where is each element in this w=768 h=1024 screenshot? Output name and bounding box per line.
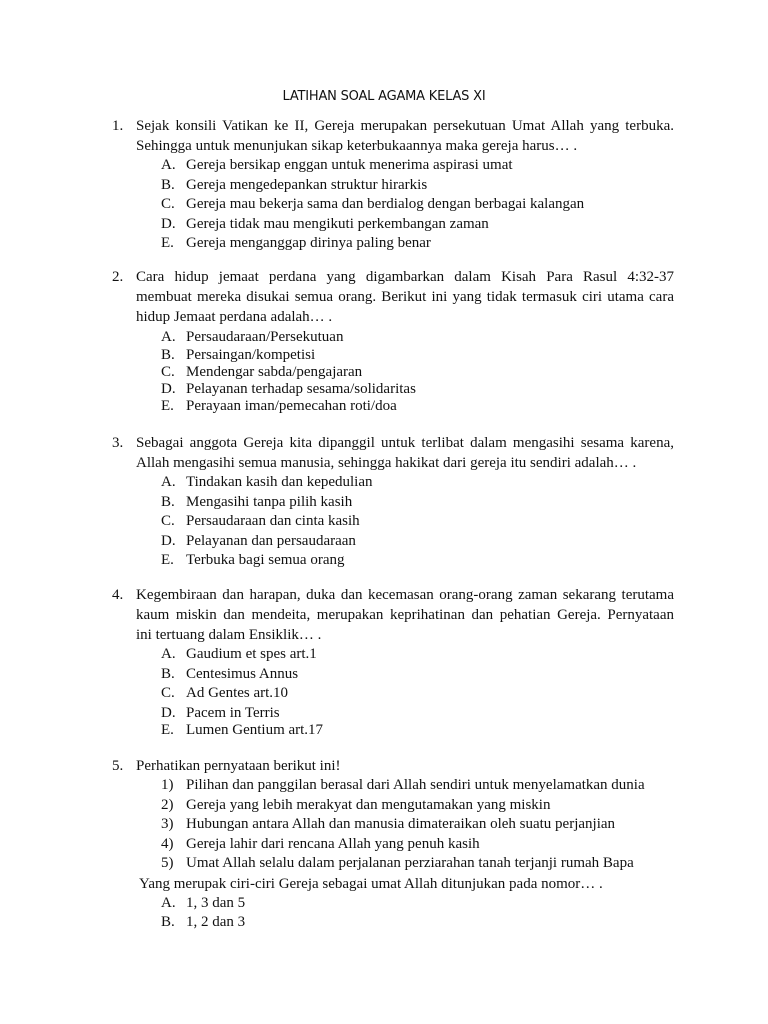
option-letter: B. <box>161 665 175 682</box>
option-b[interactable] <box>161 176 674 196</box>
option-letter: B. <box>161 176 175 193</box>
option-b[interactable] <box>161 347 674 364</box>
option-e[interactable] <box>161 398 674 415</box>
option-text: Persaingan/kompetisi <box>186 347 316 363</box>
question-text-line: ini tertuang dalam Ensiklik… . <box>136 627 322 643</box>
option-letter: D. <box>161 704 176 721</box>
question-text <box>136 433 674 473</box>
option-letter: A. <box>161 474 176 490</box>
option-a[interactable] <box>161 894 674 914</box>
statement-5 <box>161 854 674 874</box>
option-d[interactable] <box>161 705 674 722</box>
statement-text: Gereja lahir dari rencana Allah yang penuh kasih <box>186 835 480 852</box>
statement-number: 3) <box>161 816 174 832</box>
statement-number: 2) <box>161 796 174 813</box>
question-4 <box>112 585 674 739</box>
answer-options <box>161 473 674 571</box>
answer-options <box>161 894 674 933</box>
option-letter: D. <box>161 381 176 397</box>
option-b[interactable] <box>161 493 674 513</box>
question-text-line: Allah mengasihi semua manusia, sehingga hakikat dari gereja itu sendiri adalah… . <box>136 455 637 471</box>
option-letter: A. <box>161 329 176 345</box>
option-letter: E. <box>161 552 174 568</box>
question-text-line: Kegembiraan dan harapan, duka dan kecemasan orang-orang zaman sekarang terutama <box>136 587 674 603</box>
option-text: 1, 3 dan 5 <box>186 894 246 911</box>
question-text-line: Sehingga untuk menunjukan sikap keterbukaannya maka gereja harus… . <box>136 138 578 154</box>
option-text: Ad Gentes art.10 <box>186 685 289 701</box>
option-text: Gaudium et spes art.1 <box>186 646 317 662</box>
statement-4 <box>161 835 674 855</box>
option-text: Persaudaraan dan cinta kasih <box>186 513 360 529</box>
question-number: 3. <box>112 435 124 451</box>
option-letter: B. <box>161 914 175 930</box>
option-text: Gereja bersikap enggan untuk menerima aspirasi umat <box>186 157 513 173</box>
question-number: 4. <box>112 587 124 603</box>
option-letter: C. <box>161 364 175 380</box>
question-number: 5. <box>112 758 124 774</box>
answer-options <box>161 156 674 254</box>
question-text-line: kaum miskin dan mendeita, merupakan keprihatinan dan pehatian Gereja. Pernyataan <box>136 607 674 623</box>
option-c[interactable] <box>161 195 674 215</box>
option-letter: D. <box>161 532 176 549</box>
option-d[interactable] <box>161 532 674 552</box>
option-letter: E. <box>161 235 174 251</box>
option-text: Lumen Gentium art.17 <box>186 721 324 738</box>
question-number: 1. <box>112 118 124 134</box>
statement-number: 1) <box>161 777 174 793</box>
option-e[interactable] <box>161 722 674 739</box>
statement-number: 4) <box>161 835 174 852</box>
answer-options <box>161 328 674 415</box>
option-letter: B. <box>161 493 175 510</box>
option-letter: A. <box>161 157 176 173</box>
page-title: LATIHAN SOAL AGAMA KELAS XI <box>282 89 486 104</box>
question-text-line: hidup Jemaat perdana adalah… . <box>136 309 333 325</box>
question-1 <box>112 116 674 254</box>
question-text-line: Sebagai anggota Gereja kita dipanggil untuk terlibat dalam mengasihi sesama karena, <box>136 435 674 451</box>
option-a[interactable] <box>161 645 674 665</box>
option-a[interactable] <box>161 473 674 493</box>
option-a[interactable] <box>161 156 674 176</box>
option-text: Mendengar sabda/pengajaran <box>186 364 363 380</box>
option-text: Perayaan iman/pemecahan roti/doa <box>186 398 397 414</box>
question-text-line: Sejak konsili Vatikan ke II, Gereja merupakan persekutuan Umat Allah yang terbuka. <box>136 118 674 134</box>
option-b[interactable] <box>161 913 674 933</box>
option-c[interactable] <box>161 364 674 381</box>
question-text-line: Cara hidup jemaat perdana yang digambarkan dalam Kisah Para Rasul 4:32-37 <box>136 269 674 285</box>
option-letter: A. <box>161 894 176 911</box>
question-2 <box>112 267 674 415</box>
option-e[interactable] <box>161 234 674 254</box>
question-text <box>136 756 674 776</box>
option-text: Terbuka bagi semua orang <box>186 552 345 568</box>
option-text: Gereja menganggap dirinya paling benar <box>186 235 431 251</box>
statement-text: Pilihan dan panggilan berasal dari Allah sendiri untuk menyelamatkan dunia <box>186 777 645 793</box>
option-b[interactable] <box>161 665 674 685</box>
option-c[interactable] <box>161 512 674 532</box>
option-c[interactable] <box>161 684 674 704</box>
statement-2 <box>161 796 674 816</box>
option-letter: E. <box>161 721 174 738</box>
question-number: 2. <box>112 269 124 285</box>
statement-text: Umat Allah selalu dalam perjalanan perziarahan tanah terjanji rumah Bapa <box>186 855 634 871</box>
question-text <box>136 116 674 156</box>
statement-3 <box>161 815 674 835</box>
option-text: Pelayanan terhadap sesama/solidaritas <box>186 381 416 397</box>
option-letter: C. <box>161 685 175 701</box>
option-letter: E. <box>161 398 174 414</box>
question-text <box>136 585 674 645</box>
statement-list <box>161 776 674 874</box>
option-letter: B. <box>161 347 175 363</box>
statement-1 <box>161 776 674 796</box>
option-text: Centesimus Annus <box>186 665 299 682</box>
statement-text: Gereja yang lebih merakyat dan mengutamakan yang miskin <box>186 796 551 813</box>
option-text: Persaudaraan/Persekutuan <box>186 329 344 345</box>
option-text: Mengasihi tanpa pilih kasih <box>186 493 353 510</box>
question-stem: Yang merupak ciri-ciri Gereja sebagai umat Allah ditunjukan pada nomor… . <box>139 875 603 892</box>
question-3 <box>112 433 674 571</box>
option-letter: A. <box>161 646 176 662</box>
option-text: Gereja mau bekerja sama dan berdialog dengan berbagai kalangan <box>186 196 585 212</box>
option-a[interactable] <box>161 328 674 347</box>
option-d[interactable] <box>161 215 674 235</box>
statement-number: 5) <box>161 855 174 871</box>
option-text: Pelayanan dan persaudaraan <box>186 532 356 549</box>
option-d[interactable] <box>161 381 674 398</box>
question-text <box>136 267 674 327</box>
question-text-line: Perhatikan pernyataan berikut ini! <box>136 758 341 774</box>
question-5 <box>112 756 674 933</box>
option-text: 1, 2 dan 3 <box>186 914 246 930</box>
answer-options <box>161 645 674 739</box>
option-text: Gereja tidak mau mengikuti perkembangan zaman <box>186 215 489 232</box>
option-e[interactable] <box>161 551 674 571</box>
statement-text: Hubungan antara Allah dan manusia dimateraikan oleh suatu perjanjian <box>186 816 616 832</box>
option-text: Gereja mengedepankan struktur hirarkis <box>186 176 428 193</box>
option-text: Tindakan kasih dan kepedulian <box>186 474 373 490</box>
option-letter: C. <box>161 196 175 212</box>
option-text: Pacem in Terris <box>186 704 280 721</box>
question-text-line: membuat mereka disukai semua orang. Berikut ini yang tidak termasuk ciri utama cara <box>136 289 674 305</box>
option-letter: D. <box>161 215 176 232</box>
option-letter: C. <box>161 513 175 529</box>
